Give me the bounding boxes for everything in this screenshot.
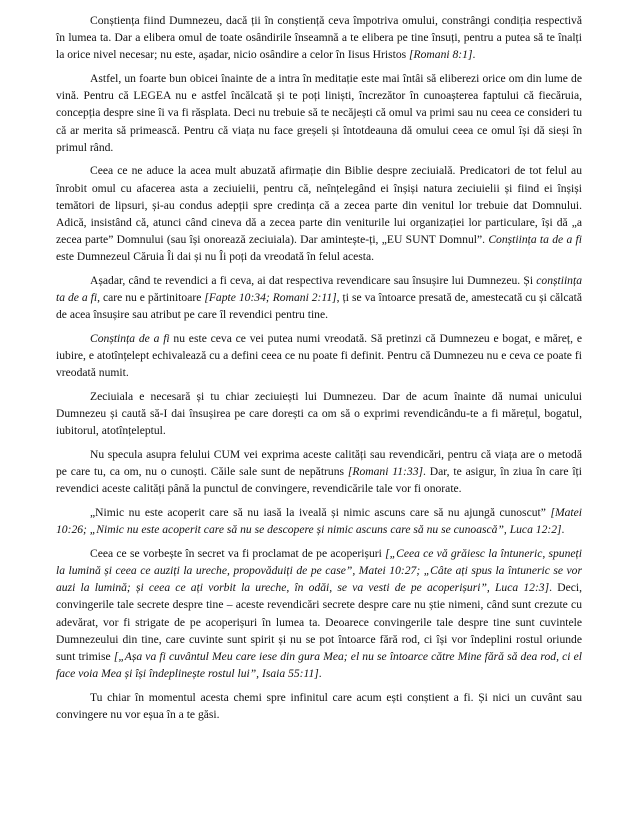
text-run: . Deci, convingerile tale secrete despre tine – aceste revendicări secrete despre care nu știe nimeni, când sunt crezute cu adevărat, vor fi strigate de pe acoperișuri în lumea ta. Deoarece convingerile tale despre tine sunt cuvintele Dumnezeului din tine, care cuvinte sunt spirit și nu se pot întoarce fără rod, ci își vor îndeplini rostul oriunde sunt trimise bbox=[56, 581, 582, 664]
text-run: , ți se va întoarce presată de, amestecată cu și călcată de acea însușire sau atribut pe care îl revendici pentru tine. bbox=[56, 291, 582, 322]
paragraph bbox=[56, 545, 582, 683]
italic-reference: [„Așa va fi cuvântul Meu care iese din gura Mea; el nu se întoarce către Mine fără să dea rod, ci el face voia Mea și își îndeplinește rostul lui”, Isaia 55:11] bbox=[56, 650, 583, 681]
paragraph bbox=[56, 330, 582, 382]
text-run: Zeciuiala e necesară și tu chiar zeciuiești lui Dumnezeu. Dar de acum înainte dă numai unicului Dumnezeu și caută să-I dai însușirea pe care dorești ca om să o exprimi revendicându-te a fi mărețul, bogatul, iubitorul, atotînțeleptul. bbox=[56, 390, 582, 438]
text-run: Așadar, când te revendici a fi ceva, ai dat respectiva revendicare sau însușire lui Dumnezeu. Și bbox=[90, 274, 537, 288]
paragraph bbox=[56, 70, 582, 156]
text-run: este Dumnezeul Căruia Îi dai și nu Îi poți da vreodată în felul acesta. bbox=[56, 250, 375, 264]
text-run: Ceea ce se vorbește în secret va fi proclamat de pe acoperișuri bbox=[90, 546, 386, 560]
paragraph bbox=[56, 689, 582, 723]
paragraph bbox=[56, 446, 582, 498]
italic-reference: [„Ceea ce vă grăiesc la întuneric, spuneți la lumină și ceea ce auziți la ureche, propovăduiți de pe case”, Matei 10:27; „Câte ați spus la întuneric se vor auzi la lumină; și ceea ce ați vorbit la ureche, în odăi, se va vesti de pe acoperișuri”, Luca 12:3] bbox=[56, 546, 582, 595]
text-run: nu este ceva ce vei putea numi vreodată. Să pretinzi că Dumnezeu e bogat, e măreț, e iubire, e atotînțelept echivalează cu a defini ceea ce nu poate fi definit. Pentru că Dumnezeu nu e ceva ce poate fi vreodată numit. bbox=[56, 332, 582, 380]
italic-reference: [Matei 10:26; „Nimic nu este acoperit care să nu se descopere și nimic ascuns care să nu se cunoască”, Luca 12:2] bbox=[56, 506, 582, 537]
paragraph bbox=[56, 272, 582, 324]
text-run: Ceea ce ne aduce la acea mult abuzată afirmație din Biblie despre zeciuială. Predicatori de tot felul au înrobit omul cu afacerea asta a zeciuielii, pentru că, neînțelegând ei înșiși natura zeciuielii și fiind ei înșiși temători de lipsuri, și-au condus adepții spre credința că a zecea parte din venitul lor trebuie dat Domnului. Adică, insistând că, atunci când cineva dă a zecea parte din veniturile lui organizației lor particulare, își dă „a zecea parte” Domnului (sau își onorează zeciuiala). Dar amintește-ți, „EU SUNT Domnul”. bbox=[56, 164, 582, 247]
paragraph bbox=[56, 12, 582, 64]
italic-reference: Conștința de a fi bbox=[90, 332, 170, 346]
italic-reference: conștiința ta de a fi bbox=[56, 274, 582, 305]
text-run: , care nu e părtinitoare bbox=[97, 291, 205, 305]
text-run: „Nimic nu este acoperit care să nu iasă la iveală și nimic ascuns care să nu ajungă cunoscut” bbox=[90, 506, 551, 520]
text-run: Tu chiar în momentul acesta chemi spre infinitul care acum ești conștient a fi. Și nici un cuvânt sau convingere nu vor eșua în a te găsi. bbox=[56, 690, 582, 722]
text-run: Astfel, un foarte bun obicei înainte de a intra în meditație este mai întâi să eliberezi orice om din lume de vină. Pentru că LEGEA nu e astfel încălcată și te poți liniști, încrezător în cunoașterea faptului că fiecăruia, concepția despre sine îi va fi răsplata. Deci nu trebuie să te necăjești că omul va primi sau nu ceea ce consideri tu că ar merita să primească. Pentru că viața nu face greșeli și întotdeauna dă omului ceea ce omul își dă sieși în primul rând. bbox=[56, 72, 582, 154]
text-run: . bbox=[472, 48, 476, 62]
italic-reference: [Romani 11:33] bbox=[347, 465, 424, 479]
text-run: Conștiența fiind Dumnezeu, dacă ții în conștiență ceva împotriva omului, constrângi condiția respectivă în lumea ta. Dar a elibera omul de toate osândirile înseamnă a te elibera pe tine însuți, pentru a putea să te înalți la orice nivel necesar; nu este, așadar, nicio osândire a celor în Iisus Hristos bbox=[56, 14, 582, 62]
document-body bbox=[56, 12, 582, 723]
text-run: . bbox=[318, 667, 322, 681]
paragraph bbox=[56, 162, 582, 265]
italic-reference: Conștiința ta de a fi bbox=[488, 233, 582, 247]
text-run: . Dar, te asigur, în ziua în care îți revendici aceste calități până la punctul de convingere, revendicările tale vor fi onorate. bbox=[56, 465, 582, 496]
text-run: . bbox=[561, 523, 565, 537]
text-run: Nu specula asupra felului CUM vei exprima aceste calități sau revendicări, pentru că viața are o metodă pe care tu, ca om, nu o cunoști. Căile sale sunt de nepătruns bbox=[56, 448, 582, 479]
italic-reference: [Romani 8:1] bbox=[409, 48, 473, 62]
italic-reference: [Fapte 10:34; Romani 2:11] bbox=[204, 291, 337, 305]
paragraph bbox=[56, 504, 582, 538]
paragraph bbox=[56, 388, 582, 440]
